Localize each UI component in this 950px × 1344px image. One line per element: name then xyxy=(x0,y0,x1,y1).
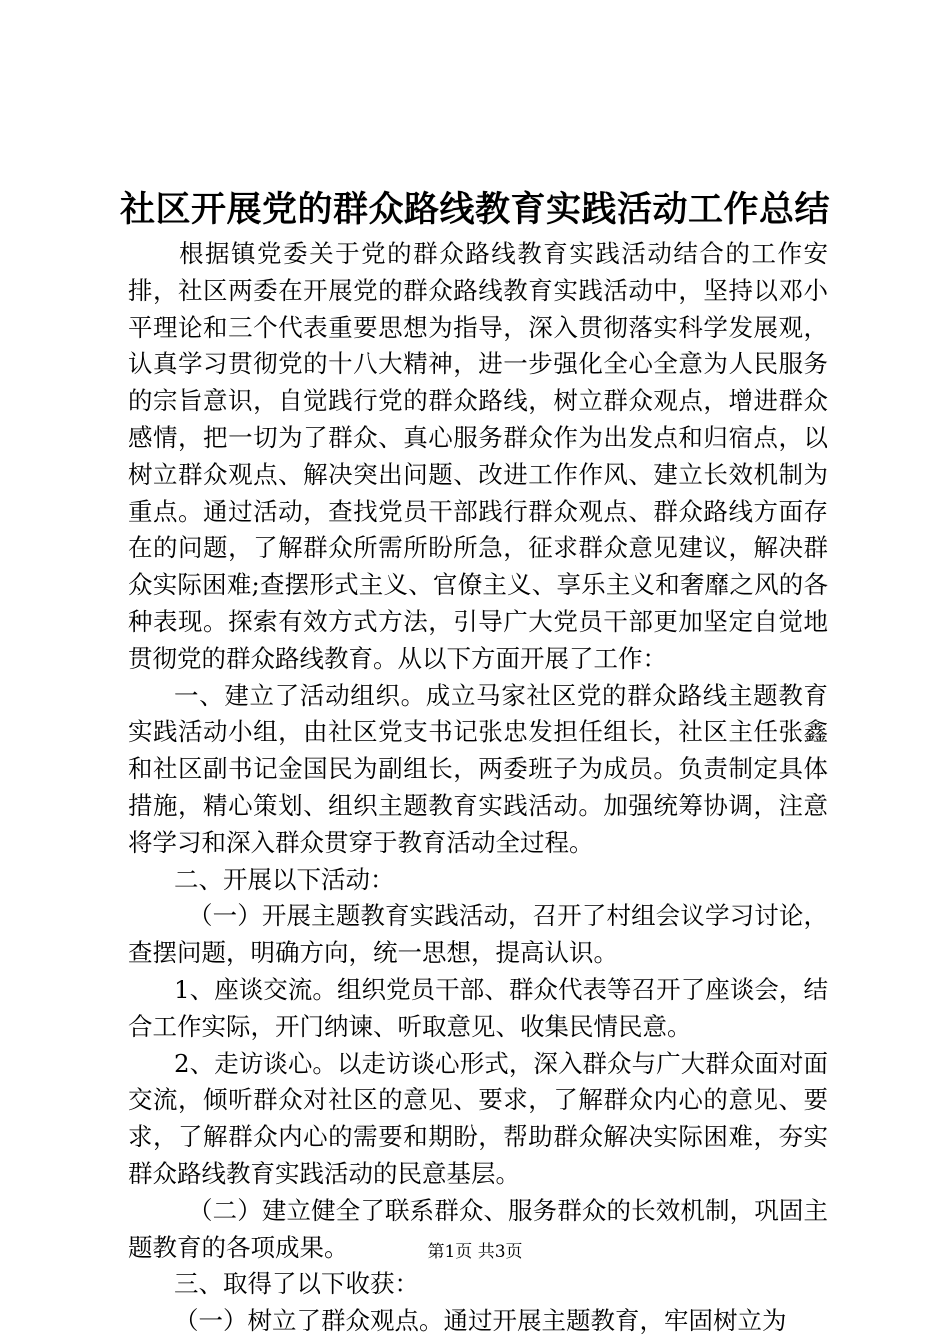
paragraph-item-1: 1、座谈交流。组织党员干部、群众代表等召开了座谈会，结合工作实际，开门纳谏、听取意见、收集民情民意。 xyxy=(128,974,828,1041)
paragraph-subsection-2-1: （一）开展主题教育实践活动，召开了村组会议学习讨论，查摆问题，明确方向，统一思想，提高认识。 xyxy=(128,901,828,968)
paragraph-subsection-2-2: （二）建立健全了联系群众、服务群众的长效机制，巩固主题教育的各项成果。 xyxy=(128,1195,828,1262)
paragraph-section-3-heading: 三、取得了以下收获： xyxy=(174,1269,419,1299)
document-body xyxy=(128,236,828,1340)
page-number-footer: 第1页 共3页 xyxy=(427,1242,523,1262)
paragraph-item-2: 2、走访谈心。以走访谈心形式，深入群众与广大群众面对面交流，倾听群众对社区的意见、要求，了解群众内心的意见、要求，了解群众内心的需要和期盼，帮助群众解决实际困难，夯实群众路线教育实践活动的民意基层。 xyxy=(128,1048,828,1188)
document-title: 社区开展党的群众路线教育实践活动工作总结 xyxy=(119,189,830,230)
paragraph-subsection-3-1: （一）树立了群众观点。通过开展主题教育，牢固树立为 xyxy=(174,1306,787,1336)
paragraph-section-1: 一、建立了活动组织。成立马家社区党的群众路线主题教育实践活动小组，由社区党支书记张忠发担任组长，社区主任张鑫和社区副书记金国民为副组长，两委班子为成员。负责制定具体措施，精心策划、组织主题教育实践活动。加强统筹协调，注意将学习和深入群众贯穿于教育活动全过程。 xyxy=(128,680,828,857)
paragraph-intro: 根据镇党委关于党的群众路线教育实践活动结合的工作安排，社区两委在开展党的群众路线教育实践活动中，坚持以邓小平理论和三个代表重要思想为指导，深入贯彻落实科学发展观，认真学习贯彻党的十八大精神，进一步强化全心全意为人民服务的宗旨意识，自觉践行党的群众路线，树立群众观点，增进群众感情，把一切为了群众、真心服务群众作为出发点和归宿点，以树立群众观点、解决突出问题、改进工作作风、建立长效机制为重点。通过活动，查找党员干部践行群众观点、群众路线方面存在的问题，了解群众所需所盼所急，征求群众意见建议，解决群众实际困难;查摆形式主义、官僚主义、享乐主义和奢靡之风的各种表现。探索有效方式方法，引导广大党员干部更加坚定自觉地贯彻党的群众路线教育。从以下方面开展了工作： xyxy=(128,239,828,673)
paragraph-section-2-heading: 二、开展以下活动： xyxy=(174,864,395,894)
